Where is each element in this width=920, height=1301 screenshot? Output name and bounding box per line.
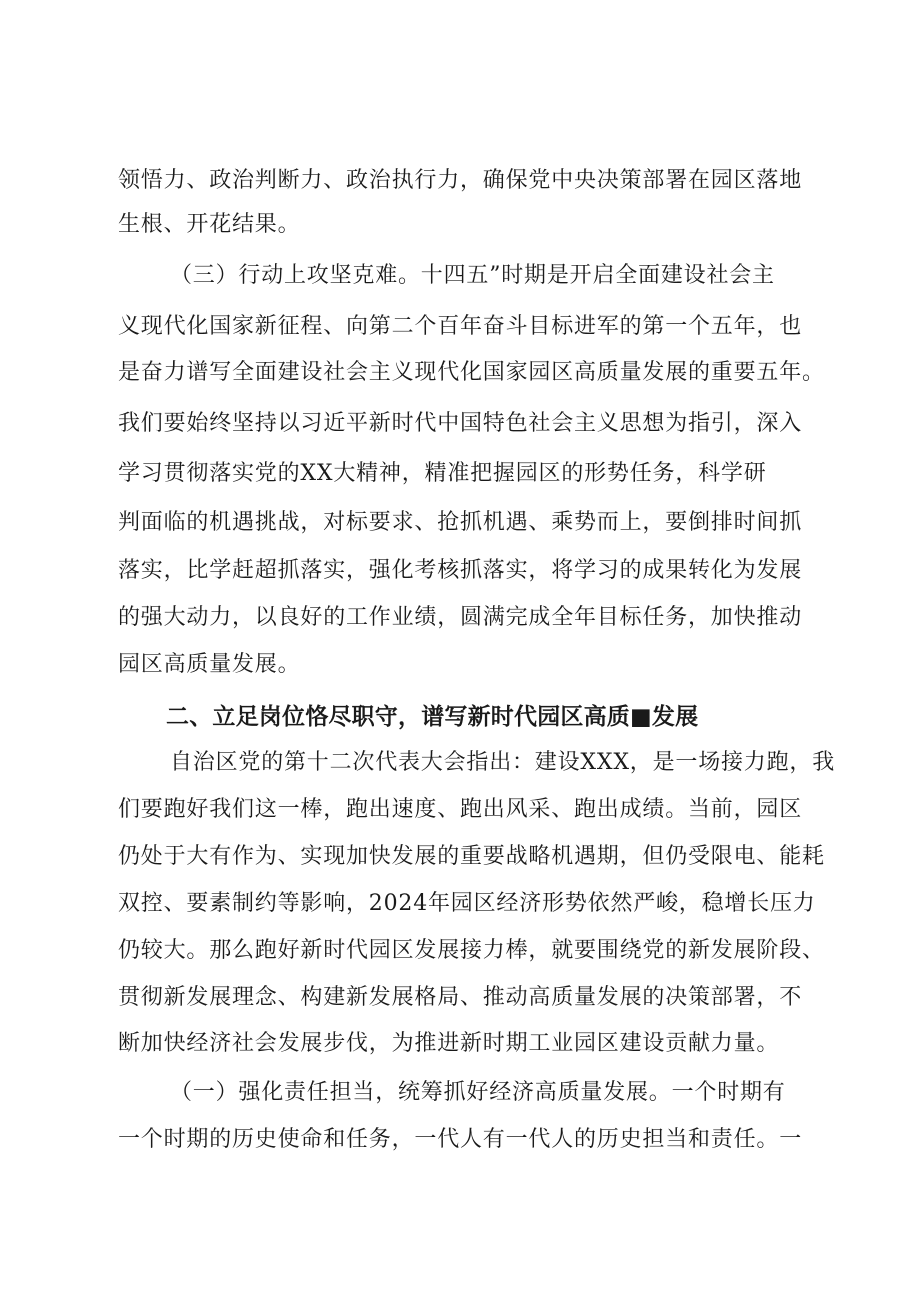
text-line: 园区高质量发展。 [118, 652, 301, 677]
text-line: 仍较大。那么跑好新时代园区发展接力棒，就要围绕党的新发展阶段、 [118, 938, 825, 963]
text-line: 一个时期的历史使命和任务，一代人有一代人的历史担当和责任。一 [118, 1127, 803, 1152]
section-heading: 二、立足岗位恪尽职守，谱写新时代园区高质■发展 [166, 704, 699, 730]
paragraph-heading-line: （一）强化责任担当，统筹抓好经济高质量发展。一个时期有 [170, 1080, 786, 1105]
text-line: 贯彻新发展理念、构建新发展格局、推动高质量发展的决策部署，不 [118, 985, 803, 1010]
text-line: 是奋力谱写全面建设社会主义现代化国家园区高质量发展的重要五年。 [118, 360, 825, 385]
text-line: 我们要始终坚持以习近平新时代中国特色社会主义思想为指引，深入 [118, 411, 803, 436]
text-line: 断加快经济社会发展步伐，为推进新时期工业园区建设贡献力量。 [118, 1031, 780, 1056]
text-line: 们要跑好我们这一棒，跑出速度、跑出风采、跑出成绩。当前，园区 [118, 797, 803, 822]
text-line: 自治区党的第十二次代表大会指出：建设XXX，是一场接力跑，我 [170, 750, 835, 775]
paragraph-heading-line: （三）行动上攻坚克难。十四五”时期是开启全面建设社会主 [170, 263, 775, 288]
text-line: 的强大动力，以良好的工作业绩，圆满完成全年目标任务，加快推动 [118, 605, 803, 630]
text-line: 义现代化国家新征程、向第二个百年奋斗目标进军的第一个五年，也 [118, 314, 803, 339]
text-line: 领悟力、政治判断力、政治执行力，确保党中央决策部署在园区落地 [118, 168, 803, 193]
text-line: 双控、要素制约等影响，2024年园区经济形势依然严峻，稳增长压力 [118, 891, 816, 916]
text-line: 生根、开花结果。 [118, 212, 301, 237]
text-line: 学习贯彻落实党的XX大精神，精准把握园区的形势任务，科学研 [118, 461, 767, 486]
text-line: 判面临的机遇挑战，对标要求、抢抓机遇、乘势而上，要倒排时间抓 [118, 510, 803, 535]
text-line: 落实，比学赶超抓落实，强化考核抓落实，将学习的成果转化为发展 [118, 558, 803, 583]
text-line: 仍处于大有作为、实现加快发展的重要战略机遇期，但仍受限电、能耗 [118, 844, 825, 869]
